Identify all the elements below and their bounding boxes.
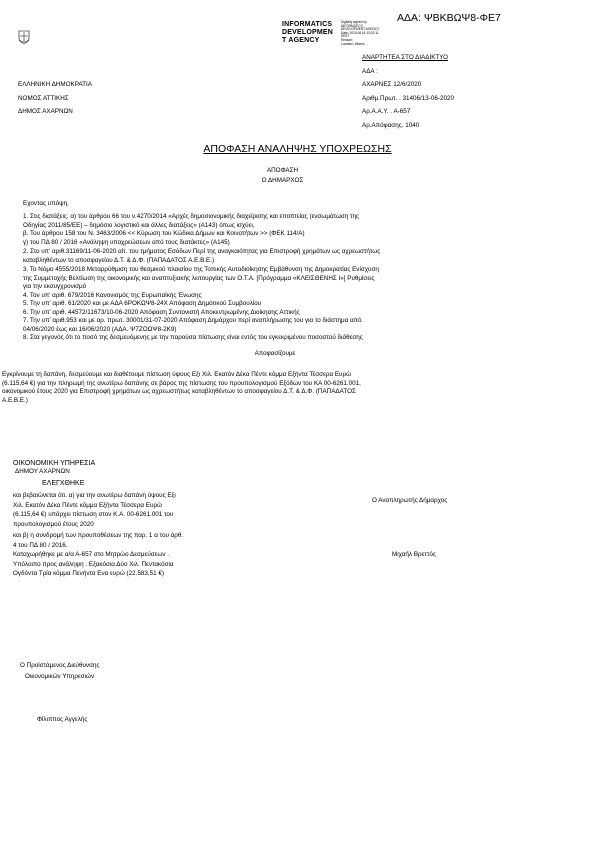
left-header	[18, 81, 92, 117]
director-title	[20, 662, 100, 681]
we-decide-heading: Αποφασίζουμε	[254, 350, 296, 357]
publish-notice: ΑΝΑΡΤΗΤΕΑ ΣΤΟ ΔΙΑΔΙΚΤΥΟ	[362, 54, 449, 61]
econ-line: και β) η συνδρομή των προυποθέσεων της παρ. 1 α του άρθ.	[13, 532, 184, 539]
list-item: 6. Την υπ' αριθ. 44572/11673/10-06-2020 Απόφαση Συντονιστή Αποκεντρωμένης Διοίκησης Αττικής	[23, 308, 300, 316]
econ-line: Ογδόντα Τρία κόμμα Πενήντα Ενα ευρώ (22.583,51 €)	[13, 570, 164, 577]
director-name: Φίλιππος Αγγελής	[37, 716, 88, 723]
list-item: καταβληθέντων το αποσφαγείου Δ.Τ. & Δ.Φ. (ΠΑΠΑΔΑΤΟΣ Α.Ε.Β.Ε.)	[23, 256, 215, 264]
list-item: 2. Στο υπ' αριθ.31169/11-06-2020 αίτ. του τμήματος Εσόδων Περί της αναγκαιότητας για Επιστροφή χρημάτων ως αχρεωστήτως	[23, 248, 381, 255]
header-line: ΔΗΜΟΣ ΑΧΑΡΝΩΝ	[18, 108, 73, 116]
logo-line: DEVELOPMEN	[282, 28, 334, 36]
econ-line: προυπολογισμού έτους 2020	[13, 520, 94, 528]
director-line: Οικονομικών Υπηρεσιών	[25, 672, 95, 680]
decision-text	[2, 371, 542, 405]
signature-line: Location: Athens	[341, 41, 365, 46]
list-item: 04/06/2020 έως και 16/06/2020 (ΑΔΑ. Ψ7ΖΟΩΨ8-2Κ9)	[23, 325, 177, 333]
list-item: της Συμμετοχής Βελτίωση της οικονομικής και αναπτυξιακής λειτουργίας των Ο.Τ.Α. [Πρόγραμμα «ΚΛΕΙΣΘΕΝΗΣ Ι»] Ρυθμίσεις	[23, 274, 375, 282]
list-item: γ) του ΠΔ 80 / 2016 «Ανάληψη υποχρεώσεων από τους διατάκτες» (Α145)	[23, 238, 230, 246]
signature-line: INFORMATICS	[341, 23, 363, 28]
list-item: 4. Τον υπ' αριθ. 679/2016 Κανονισμός της Ευρωπαϊκής Ένωσης	[23, 291, 202, 299]
logo-line: INFORMATICS	[282, 21, 333, 28]
econ-line: Υπόλοιπο προς ανάληψη . Εξακόσια Δύο Χιλ. Πεντακόσια	[13, 560, 174, 568]
right-header	[362, 54, 454, 131]
decision-line: Εγκρίνουμε τη δαπάνη, δεσμεύουμε και διαθέτουμε πίστωση ύψους Εξι Χιλ. Εκατόν Δέκα Πέντε κόμμα Εξήντα Τέσσερα Ευρώ	[2, 371, 351, 378]
digital-signature-details	[341, 21, 379, 46]
econ-line: και βεβαιώνεται ότι. α) για την ανωτέρω δαπάνη ύψους Εξι	[13, 492, 176, 499]
ada-label: ΑΔΑ :	[362, 67, 378, 75]
signature-line: Reason:	[341, 37, 353, 42]
decision-number: Αρ.Απόφασης. 1040	[362, 121, 420, 129]
digital-signature-logo	[282, 21, 333, 44]
deputy-mayor-name: Μιχαήλ Βρεττός	[392, 551, 436, 558]
list-item: 7. Την υπ' αριθ.953 και με αρ. πρωτ. 30001/31-07-2020 Απόφαση Δημάρχου περί αναπλήρωσης του για το διάστημα από	[23, 317, 362, 324]
econ-line: Καταχωρήθηκε με α/α Α-657 στο Μητρώο Δεσμεύσεων .	[13, 551, 170, 558]
subtitle-mayor: Ο ΔΗΜΑΡΧΟΣ	[261, 177, 304, 184]
decision-line: Α.Ε.Β.Ε.)	[2, 396, 28, 404]
signature-line: EEST	[341, 34, 350, 39]
place-date: ΑΧΑΡΝΕΣ 12/6/2020	[362, 81, 422, 89]
list-item: Οδηγίας 2011/85/ΕΕ) – δημόσιο λογιστικό και άλλες διατάξεις» (Α143) όπως ισχύει,	[23, 221, 255, 229]
signature-line: DEVELOPMENT AGENCY	[341, 27, 380, 32]
econ-service-municipality: ΔΗΜΟΥ ΑΧΑΡΝΩΝ	[15, 468, 70, 475]
econ-line: Χιλ. Εκατόν Δέκα Πέντε κόμμα Εξήντα Τέσσερα Ευρώ	[13, 501, 162, 509]
deputy-mayor-title: Ο Αναπληρωτής Δήμαρχος	[372, 497, 448, 504]
considerations-list	[23, 213, 493, 343]
signature-line: Digitally signed by	[341, 20, 367, 24]
list-item: 3. Το Νόμο 4555/2018 Μεταρρύθμιση του θεσμικού πλαισίου της Τοπικής Αυτοδιοίκησης Εμβάθυνση της Δημοκρατίας Ενίσχυση	[23, 266, 379, 273]
director-line: Ο Προϊστάμενος Διεύθυνσης	[20, 662, 100, 669]
aay-number: Αρ.Α.Α.Υ. . Α-657	[362, 108, 411, 116]
list-item: 1. Στις διατάξεις. α) του άρθρου 66 του ν.4270/2014 «Αρχές δημοσιονομικής διαχείρισης και εποπτείας (ενσωμάτωση της	[23, 213, 360, 220]
list-item: β. Του άρθρου 158 του Ν. 3463/2006 << Κύρωση του Κώδικα Δήμων και Κοινοτήτων >> (ΦΕΚ 114/Α)	[23, 230, 305, 237]
econ-line: 4 του ΠΔ 80 / 2016.	[13, 541, 68, 549]
protocol-number: Αριθμ.Πρωτ. . 31406/13-06-2020	[362, 94, 454, 102]
list-item: 5. Την υπ' αριθ. 61/2020 και με ΑΔΑ 6ΡΟΚΩΨ8-24Χ Απόφαση Δημοτικού Συμβουλίου	[23, 300, 262, 307]
signature-line: Date: 2020.06.16 13:02:11	[341, 30, 379, 35]
decision-line: οικονομικού έτους 2020 για Επιστροφή χρημάτων ως αχρεωστήτως καταβληθέντων το αποσφαγείου Δ.Τ. & Δ.Φ. (ΠΑΠΑΔΑΤΟΣ	[2, 388, 356, 395]
list-item: για την εκσυγχρονισμό	[23, 283, 87, 290]
main-title: ΑΠΟΦΑΣΗ ΑΝΑΛΗΨΗΣ ΥΠΟΧΡΕΩΣΗΣ	[203, 143, 392, 155]
logo-line: T AGENCY	[282, 36, 320, 44]
header-line: ΝΟΜΟΣ ΑΤΤΙΚΗΣ	[18, 94, 69, 102]
header-line: ΕΛΛΗΝΙΚΗ ΔΗΜΟΚΡΑΤΙΑ	[18, 81, 92, 88]
list-item: 8. Στα γεγονός ότι το ποσό της δεσμευόμενης με την παρούσα πίστωσης είναι εντός του εγκεκριμένου ποσοστού διάθεσης	[23, 334, 363, 341]
ada-code-top: ΑΔΑ: ΨΒΚΒΩΨ8-ΦΕ7	[397, 12, 501, 24]
greek-emblem-icon	[18, 30, 30, 44]
subtitle-decision: ΑΠΟΦΑΣΗ	[266, 167, 299, 174]
econ-service-title: ΟΙΚΟΝΟΜΙΚΗ ΥΠΗΡΕΣΙΑ	[13, 460, 96, 467]
econ-line: (6.115,64 €) υπάρχει πίστωση στον Κ.Α. 00-6261.001 του	[13, 511, 174, 518]
econ-certification-text	[13, 491, 273, 579]
intro-text: Εχοντας υπόψη.	[23, 200, 69, 207]
decision-line: (6.115,64 €) για την πληρωμή της ανωτέρω δαπάνης σε βάρος της πίστωσης του προυπολογισμού Εξόδων του ΚΑ 00-6261.001,	[2, 379, 361, 387]
checked-heading: ΕΛΕΓΧΘΗΚΕ	[42, 480, 85, 487]
